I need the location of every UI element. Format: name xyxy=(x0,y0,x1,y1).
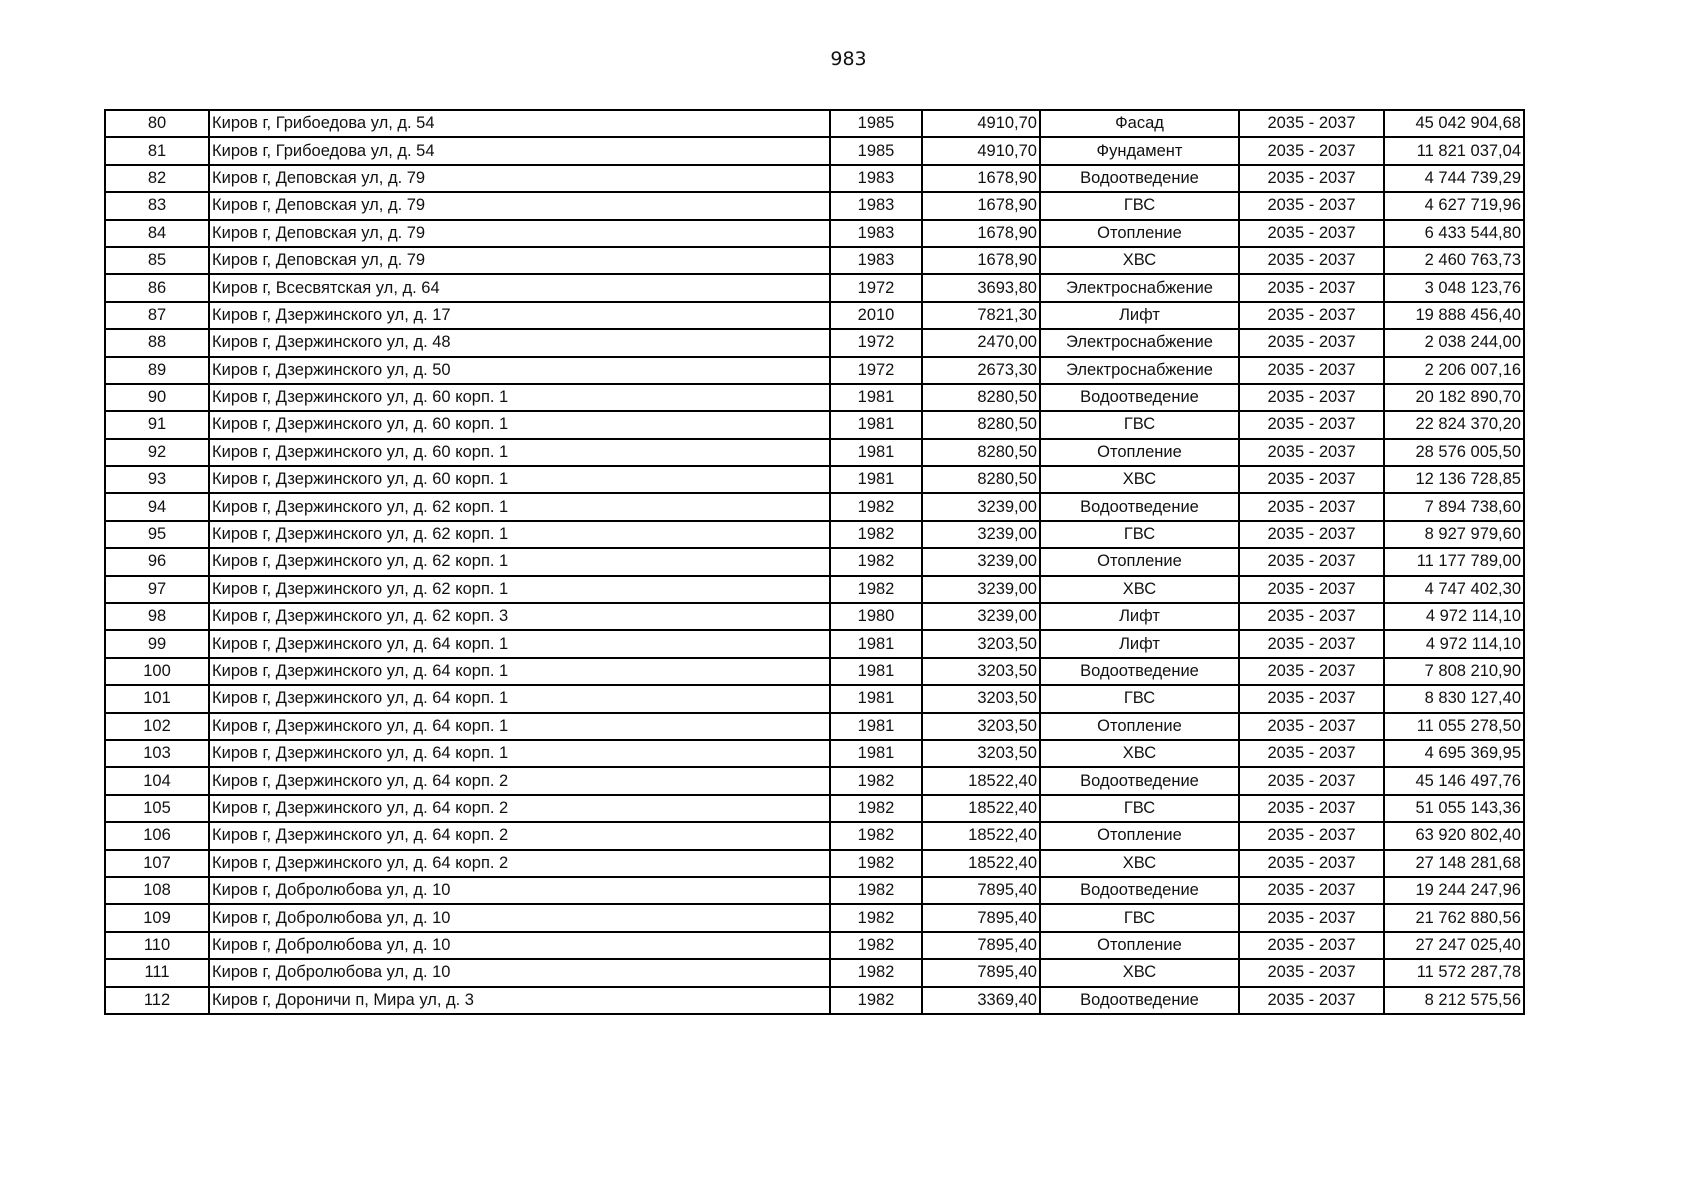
row-number: 110 xyxy=(105,932,209,959)
row-number: 85 xyxy=(105,247,209,274)
period-cell: 2035 - 2037 xyxy=(1239,576,1384,603)
period-cell: 2035 - 2037 xyxy=(1239,165,1384,192)
row-number: 91 xyxy=(105,411,209,438)
build-year-cell: 1982 xyxy=(830,767,922,794)
period-cell: 2035 - 2037 xyxy=(1239,411,1384,438)
row-number: 90 xyxy=(105,384,209,411)
cost-cell: 27 148 281,68 xyxy=(1384,850,1524,877)
cost-cell: 7 808 210,90 xyxy=(1384,658,1524,685)
address-cell: Киров г, Деповская ул, д. 79 xyxy=(209,220,830,247)
period-cell: 2035 - 2037 xyxy=(1239,493,1384,520)
cost-cell: 27 247 025,40 xyxy=(1384,932,1524,959)
period-cell: 2035 - 2037 xyxy=(1239,904,1384,931)
cost-cell: 11 821 037,04 xyxy=(1384,137,1524,164)
table-row xyxy=(105,713,1524,740)
cost-cell: 7 894 738,60 xyxy=(1384,493,1524,520)
area-cell: 8280,50 xyxy=(922,439,1040,466)
address-cell: Киров г, Дзержинского ул, д. 17 xyxy=(209,302,830,329)
period-cell: 2035 - 2037 xyxy=(1239,877,1384,904)
row-number: 112 xyxy=(105,987,209,1014)
work-type-cell: ХВС xyxy=(1040,466,1239,493)
area-cell: 3239,00 xyxy=(922,576,1040,603)
work-type-cell: Лифт xyxy=(1040,302,1239,329)
table-row xyxy=(105,987,1524,1014)
build-year-cell: 1982 xyxy=(830,877,922,904)
row-number: 97 xyxy=(105,576,209,603)
period-cell: 2035 - 2037 xyxy=(1239,740,1384,767)
build-year-cell: 1982 xyxy=(830,932,922,959)
build-year-cell: 1985 xyxy=(830,137,922,164)
build-year-cell: 1981 xyxy=(830,439,922,466)
cost-cell: 4 744 739,29 xyxy=(1384,165,1524,192)
table-row xyxy=(105,302,1524,329)
build-year-cell: 1982 xyxy=(830,795,922,822)
address-cell: Киров г, Добролюбова ул, д. 10 xyxy=(209,932,830,959)
row-number: 95 xyxy=(105,521,209,548)
period-cell: 2035 - 2037 xyxy=(1239,603,1384,630)
cost-cell: 4 972 114,10 xyxy=(1384,603,1524,630)
build-year-cell: 1981 xyxy=(830,630,922,657)
row-number: 92 xyxy=(105,439,209,466)
address-cell: Киров г, Деповская ул, д. 79 xyxy=(209,165,830,192)
row-number: 109 xyxy=(105,904,209,931)
row-number: 104 xyxy=(105,767,209,794)
work-type-cell: Отопление xyxy=(1040,822,1239,849)
work-type-cell: ХВС xyxy=(1040,850,1239,877)
row-number: 99 xyxy=(105,630,209,657)
work-type-cell: Водоотведение xyxy=(1040,877,1239,904)
row-number: 108 xyxy=(105,877,209,904)
row-number: 102 xyxy=(105,713,209,740)
area-cell: 3239,00 xyxy=(922,493,1040,520)
address-cell: Киров г, Добролюбова ул, д. 10 xyxy=(209,959,830,986)
build-year-cell: 1972 xyxy=(830,274,922,301)
area-cell: 3203,50 xyxy=(922,658,1040,685)
work-type-cell: ХВС xyxy=(1040,959,1239,986)
cost-cell: 2 206 007,16 xyxy=(1384,357,1524,384)
table-row xyxy=(105,329,1524,356)
work-type-cell: Водоотведение xyxy=(1040,165,1239,192)
table-row xyxy=(105,466,1524,493)
table-row xyxy=(105,110,1524,137)
period-cell: 2035 - 2037 xyxy=(1239,548,1384,575)
row-number: 105 xyxy=(105,795,209,822)
cost-cell: 3 048 123,76 xyxy=(1384,274,1524,301)
period-cell: 2035 - 2037 xyxy=(1239,822,1384,849)
area-cell: 8280,50 xyxy=(922,411,1040,438)
work-type-cell: Лифт xyxy=(1040,603,1239,630)
table-row xyxy=(105,274,1524,301)
period-cell: 2035 - 2037 xyxy=(1239,274,1384,301)
cost-cell: 4 695 369,95 xyxy=(1384,740,1524,767)
area-cell: 3369,40 xyxy=(922,987,1040,1014)
build-year-cell: 1982 xyxy=(830,493,922,520)
build-year-cell: 1981 xyxy=(830,685,922,712)
row-number: 83 xyxy=(105,192,209,219)
area-cell: 8280,50 xyxy=(922,384,1040,411)
address-cell: Киров г, Добролюбова ул, д. 10 xyxy=(209,877,830,904)
row-number: 100 xyxy=(105,658,209,685)
work-type-cell: Лифт xyxy=(1040,630,1239,657)
table-row xyxy=(105,932,1524,959)
period-cell: 2035 - 2037 xyxy=(1239,795,1384,822)
work-type-cell: Фундамент xyxy=(1040,137,1239,164)
period-cell: 2035 - 2037 xyxy=(1239,439,1384,466)
period-cell: 2035 - 2037 xyxy=(1239,110,1384,137)
work-type-cell: Водоотведение xyxy=(1040,987,1239,1014)
build-year-cell: 1981 xyxy=(830,384,922,411)
address-cell: Киров г, Дзержинского ул, д. 60 корп. 1 xyxy=(209,411,830,438)
build-year-cell: 1983 xyxy=(830,192,922,219)
area-cell: 7895,40 xyxy=(922,877,1040,904)
address-cell: Киров г, Дзержинского ул, д. 64 корп. 1 xyxy=(209,685,830,712)
cost-cell: 11 055 278,50 xyxy=(1384,713,1524,740)
work-type-cell: Водоотведение xyxy=(1040,493,1239,520)
period-cell: 2035 - 2037 xyxy=(1239,850,1384,877)
row-number: 96 xyxy=(105,548,209,575)
row-number: 107 xyxy=(105,850,209,877)
build-year-cell: 1981 xyxy=(830,740,922,767)
cost-cell: 45 042 904,68 xyxy=(1384,110,1524,137)
build-year-cell: 1982 xyxy=(830,904,922,931)
cost-cell: 51 055 143,36 xyxy=(1384,795,1524,822)
cost-cell: 22 824 370,20 xyxy=(1384,411,1524,438)
table-row xyxy=(105,959,1524,986)
table-row xyxy=(105,877,1524,904)
table-row xyxy=(105,192,1524,219)
table-row xyxy=(105,548,1524,575)
cost-cell: 4 972 114,10 xyxy=(1384,630,1524,657)
cost-cell: 20 182 890,70 xyxy=(1384,384,1524,411)
work-type-cell: ХВС xyxy=(1040,740,1239,767)
row-number: 87 xyxy=(105,302,209,329)
work-type-cell: Водоотведение xyxy=(1040,384,1239,411)
cost-cell: 11 177 789,00 xyxy=(1384,548,1524,575)
period-cell: 2035 - 2037 xyxy=(1239,713,1384,740)
table-row xyxy=(105,165,1524,192)
table-row xyxy=(105,357,1524,384)
build-year-cell: 1982 xyxy=(830,521,922,548)
table-row xyxy=(105,740,1524,767)
work-type-cell: Отопление xyxy=(1040,220,1239,247)
area-cell: 18522,40 xyxy=(922,795,1040,822)
address-cell: Киров г, Дзержинского ул, д. 62 корп. 1 xyxy=(209,576,830,603)
work-type-cell: Отопление xyxy=(1040,932,1239,959)
work-type-cell: Электроснабжение xyxy=(1040,274,1239,301)
address-cell: Киров г, Дзержинского ул, д. 64 корп. 1 xyxy=(209,713,830,740)
period-cell: 2035 - 2037 xyxy=(1239,384,1384,411)
period-cell: 2035 - 2037 xyxy=(1239,220,1384,247)
build-year-cell: 1985 xyxy=(830,110,922,137)
address-cell: Киров г, Деповская ул, д. 79 xyxy=(209,247,830,274)
period-cell: 2035 - 2037 xyxy=(1239,521,1384,548)
address-cell: Киров г, Дзержинского ул, д. 62 корп. 1 xyxy=(209,521,830,548)
table-row xyxy=(105,247,1524,274)
table-row xyxy=(105,220,1524,247)
work-type-cell: Фасад xyxy=(1040,110,1239,137)
work-type-cell: Электроснабжение xyxy=(1040,357,1239,384)
area-cell: 2470,00 xyxy=(922,329,1040,356)
address-cell: Киров г, Дзержинского ул, д. 60 корп. 1 xyxy=(209,466,830,493)
work-type-cell: Водоотведение xyxy=(1040,658,1239,685)
table-row xyxy=(105,767,1524,794)
cost-cell: 19 888 456,40 xyxy=(1384,302,1524,329)
cost-cell: 8 927 979,60 xyxy=(1384,521,1524,548)
build-year-cell: 1982 xyxy=(830,822,922,849)
work-type-cell: ХВС xyxy=(1040,247,1239,274)
row-number: 82 xyxy=(105,165,209,192)
period-cell: 2035 - 2037 xyxy=(1239,247,1384,274)
period-cell: 2035 - 2037 xyxy=(1239,329,1384,356)
row-number: 98 xyxy=(105,603,209,630)
address-cell: Киров г, Грибоедова ул, д. 54 xyxy=(209,137,830,164)
table-row xyxy=(105,439,1524,466)
period-cell: 2035 - 2037 xyxy=(1239,302,1384,329)
row-number: 106 xyxy=(105,822,209,849)
cost-cell: 19 244 247,96 xyxy=(1384,877,1524,904)
address-cell: Киров г, Дзержинского ул, д. 50 xyxy=(209,357,830,384)
address-cell: Киров г, Дзержинского ул, д. 64 корп. 2 xyxy=(209,850,830,877)
cost-cell: 21 762 880,56 xyxy=(1384,904,1524,931)
cost-cell: 45 146 497,76 xyxy=(1384,767,1524,794)
build-year-cell: 1981 xyxy=(830,466,922,493)
area-cell: 1678,90 xyxy=(922,192,1040,219)
table-row xyxy=(105,822,1524,849)
work-type-cell: ГВС xyxy=(1040,521,1239,548)
row-number: 80 xyxy=(105,110,209,137)
address-cell: Киров г, Дзержинского ул, д. 60 корп. 1 xyxy=(209,439,830,466)
build-year-cell: 1982 xyxy=(830,987,922,1014)
area-cell: 8280,50 xyxy=(922,466,1040,493)
row-number: 111 xyxy=(105,959,209,986)
work-type-cell: ГВС xyxy=(1040,685,1239,712)
build-year-cell: 1981 xyxy=(830,713,922,740)
table-body xyxy=(105,110,1524,1014)
area-cell: 3239,00 xyxy=(922,548,1040,575)
address-cell: Киров г, Дзержинского ул, д. 64 корп. 1 xyxy=(209,630,830,657)
address-cell: Киров г, Грибоедова ул, д. 54 xyxy=(209,110,830,137)
build-year-cell: 1972 xyxy=(830,329,922,356)
area-cell: 18522,40 xyxy=(922,850,1040,877)
table-row xyxy=(105,795,1524,822)
area-cell: 7895,40 xyxy=(922,959,1040,986)
table-row xyxy=(105,850,1524,877)
work-type-cell: Водоотведение xyxy=(1040,767,1239,794)
work-type-cell: ГВС xyxy=(1040,192,1239,219)
area-cell: 3203,50 xyxy=(922,740,1040,767)
cost-cell: 2 460 763,73 xyxy=(1384,247,1524,274)
row-number: 101 xyxy=(105,685,209,712)
area-cell: 4910,70 xyxy=(922,137,1040,164)
area-cell: 3693,80 xyxy=(922,274,1040,301)
row-number: 89 xyxy=(105,357,209,384)
period-cell: 2035 - 2037 xyxy=(1239,630,1384,657)
address-cell: Киров г, Добролюбова ул, д. 10 xyxy=(209,904,830,931)
table-row xyxy=(105,904,1524,931)
work-type-cell: ГВС xyxy=(1040,904,1239,931)
build-year-cell: 1983 xyxy=(830,247,922,274)
table-row xyxy=(105,603,1524,630)
page-number: 983 xyxy=(830,48,867,70)
cost-cell: 28 576 005,50 xyxy=(1384,439,1524,466)
address-cell: Киров г, Дзержинского ул, д. 64 корп. 1 xyxy=(209,740,830,767)
table-row xyxy=(105,658,1524,685)
address-cell: Киров г, Дзержинского ул, д. 64 корп. 2 xyxy=(209,767,830,794)
table-row xyxy=(105,137,1524,164)
period-cell: 2035 - 2037 xyxy=(1239,137,1384,164)
period-cell: 2035 - 2037 xyxy=(1239,357,1384,384)
area-cell: 7821,30 xyxy=(922,302,1040,329)
build-year-cell: 1981 xyxy=(830,411,922,438)
cost-cell: 4 747 402,30 xyxy=(1384,576,1524,603)
address-cell: Киров г, Дзержинского ул, д. 48 xyxy=(209,329,830,356)
cost-cell: 8 212 575,56 xyxy=(1384,987,1524,1014)
cost-cell: 11 572 287,78 xyxy=(1384,959,1524,986)
row-number: 88 xyxy=(105,329,209,356)
period-cell: 2035 - 2037 xyxy=(1239,987,1384,1014)
row-number: 103 xyxy=(105,740,209,767)
work-type-cell: ХВС xyxy=(1040,576,1239,603)
period-cell: 2035 - 2037 xyxy=(1239,959,1384,986)
area-cell: 7895,40 xyxy=(922,932,1040,959)
work-type-cell: Отопление xyxy=(1040,439,1239,466)
build-year-cell: 1983 xyxy=(830,165,922,192)
area-cell: 1678,90 xyxy=(922,165,1040,192)
address-cell: Киров г, Дороничи п, Мира ул, д. 3 xyxy=(209,987,830,1014)
cost-cell: 8 830 127,40 xyxy=(1384,685,1524,712)
period-cell: 2035 - 2037 xyxy=(1239,658,1384,685)
row-number: 93 xyxy=(105,466,209,493)
area-cell: 3239,00 xyxy=(922,603,1040,630)
table-row xyxy=(105,384,1524,411)
cost-cell: 4 627 719,96 xyxy=(1384,192,1524,219)
address-cell: Киров г, Деповская ул, д. 79 xyxy=(209,192,830,219)
cost-cell: 2 038 244,00 xyxy=(1384,329,1524,356)
area-cell: 3239,00 xyxy=(922,521,1040,548)
table-row xyxy=(105,521,1524,548)
period-cell: 2035 - 2037 xyxy=(1239,192,1384,219)
work-type-cell: Отопление xyxy=(1040,548,1239,575)
period-cell: 2035 - 2037 xyxy=(1239,466,1384,493)
period-cell: 2035 - 2037 xyxy=(1239,932,1384,959)
period-cell: 2035 - 2037 xyxy=(1239,685,1384,712)
table-row xyxy=(105,493,1524,520)
build-year-cell: 1982 xyxy=(830,959,922,986)
table-row xyxy=(105,685,1524,712)
repair-schedule-table xyxy=(104,109,1525,1015)
table-row xyxy=(105,576,1524,603)
area-cell: 7895,40 xyxy=(922,904,1040,931)
row-number: 81 xyxy=(105,137,209,164)
area-cell: 18522,40 xyxy=(922,822,1040,849)
address-cell: Киров г, Дзержинского ул, д. 64 корп. 2 xyxy=(209,795,830,822)
cost-cell: 63 920 802,40 xyxy=(1384,822,1524,849)
build-year-cell: 1972 xyxy=(830,357,922,384)
area-cell: 4910,70 xyxy=(922,110,1040,137)
address-cell: Киров г, Дзержинского ул, д. 62 корп. 1 xyxy=(209,493,830,520)
area-cell: 1678,90 xyxy=(922,247,1040,274)
area-cell: 3203,50 xyxy=(922,713,1040,740)
build-year-cell: 1983 xyxy=(830,220,922,247)
address-cell: Киров г, Всесвятская ул, д. 64 xyxy=(209,274,830,301)
work-type-cell: Электроснабжение xyxy=(1040,329,1239,356)
row-number: 84 xyxy=(105,220,209,247)
area-cell: 2673,30 xyxy=(922,357,1040,384)
work-type-cell: ГВС xyxy=(1040,795,1239,822)
area-cell: 1678,90 xyxy=(922,220,1040,247)
area-cell: 18522,40 xyxy=(922,767,1040,794)
table-row xyxy=(105,411,1524,438)
area-cell: 3203,50 xyxy=(922,630,1040,657)
build-year-cell: 1982 xyxy=(830,576,922,603)
table-row xyxy=(105,630,1524,657)
cost-cell: 6 433 544,80 xyxy=(1384,220,1524,247)
address-cell: Киров г, Дзержинского ул, д. 62 корп. 1 xyxy=(209,548,830,575)
address-cell: Киров г, Дзержинского ул, д. 64 корп. 2 xyxy=(209,822,830,849)
build-year-cell: 1980 xyxy=(830,603,922,630)
build-year-cell: 1981 xyxy=(830,658,922,685)
address-cell: Киров г, Дзержинского ул, д. 64 корп. 1 xyxy=(209,658,830,685)
work-type-cell: ГВС xyxy=(1040,411,1239,438)
row-number: 94 xyxy=(105,493,209,520)
address-cell: Киров г, Дзержинского ул, д. 60 корп. 1 xyxy=(209,384,830,411)
cost-cell: 12 136 728,85 xyxy=(1384,466,1524,493)
build-year-cell: 1982 xyxy=(830,850,922,877)
build-year-cell: 2010 xyxy=(830,302,922,329)
address-cell: Киров г, Дзержинского ул, д. 62 корп. 3 xyxy=(209,603,830,630)
row-number: 86 xyxy=(105,274,209,301)
work-type-cell: Отопление xyxy=(1040,713,1239,740)
area-cell: 3203,50 xyxy=(922,685,1040,712)
period-cell: 2035 - 2037 xyxy=(1239,767,1384,794)
build-year-cell: 1982 xyxy=(830,548,922,575)
